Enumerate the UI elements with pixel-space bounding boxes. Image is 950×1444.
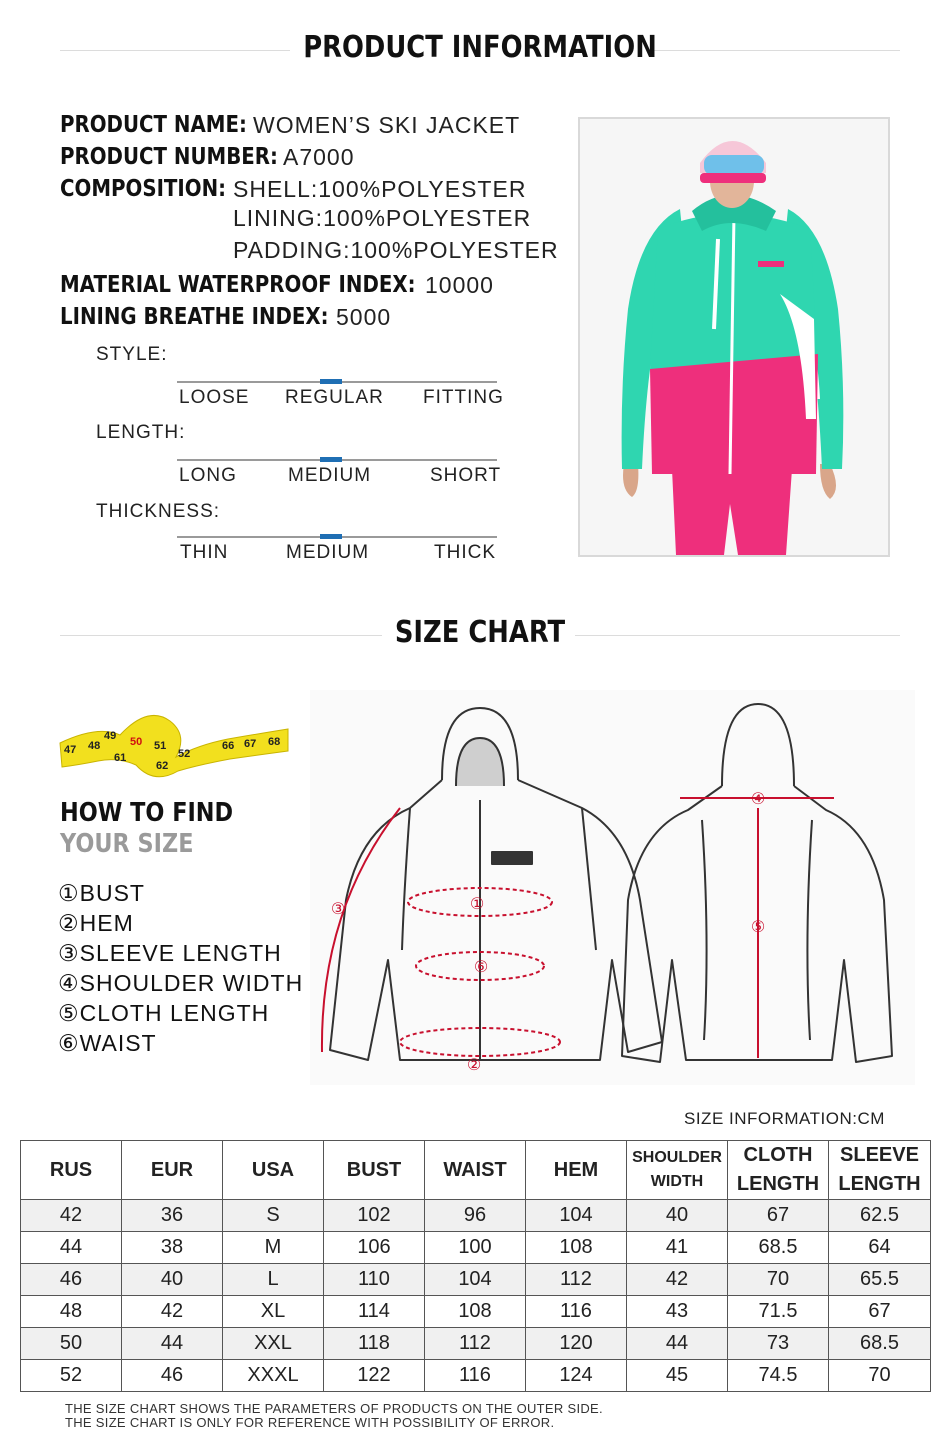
table-cell: 65.5 [829,1264,931,1296]
header-usa: USA [223,1141,324,1200]
table-cell: 40 [627,1200,728,1232]
tape-number: 48 [88,740,101,752]
size-table-body [21,1200,931,1392]
guide-item-sleeve-length: ③SLEEVE LENGTH [58,940,282,966]
table-cell: 116 [526,1296,627,1328]
table-row [21,1200,931,1232]
length-option-short: SHORT [430,465,502,486]
product-information-heading [60,30,900,70]
product-number-label: PRODUCT NUMBER: [60,144,278,170]
thickness-option-thin: THIN [180,542,229,563]
tape-number: 61 [114,752,127,764]
table-cell: S [223,1200,324,1232]
thickness-label: THICKNESS: [96,501,221,522]
guide-item-hem: ②HEM [58,910,134,936]
table-cell: 41 [627,1232,728,1264]
meter-marker [320,534,342,539]
meter-marker [320,457,342,462]
table-cell: 43 [627,1296,728,1328]
table-cell: 52 [21,1360,122,1392]
header-cloth-length: CLOTH LENGTH [728,1141,829,1200]
thickness-option-medium: MEDIUM [286,542,370,563]
waterproof-value: 10000 [425,272,494,298]
table-cell: 71.5 [728,1296,829,1328]
style-option-regular: REGULAR [285,387,384,408]
diagram-marker-shoulder: ④ [750,789,766,808]
header-waist: WAIST [425,1141,526,1200]
section-title: SIZE CHART [394,615,566,650]
meter-marker [320,379,342,384]
header-shoulder-width: SHOULDER WIDTH [627,1141,728,1200]
header-eur: EUR [122,1141,223,1200]
table-cell: 104 [526,1200,627,1232]
tape-number: 52 [178,748,191,760]
table-cell: 42 [627,1264,728,1296]
table-cell: 106 [324,1232,425,1264]
table-cell: 114 [324,1296,425,1328]
length-label: LENGTH: [96,422,186,443]
measuring-tape-icon [58,705,290,785]
composition-lining: LINING:100%POLYESTER [233,205,532,231]
product-number-value: A7000 [283,144,355,170]
table-row [21,1296,931,1328]
header-bust: BUST [324,1141,425,1200]
diagram-marker-hem: ② [466,1055,482,1074]
thickness-option-thick: THICK [434,542,496,563]
breathe-row [60,302,392,332]
table-cell: XXL [223,1328,324,1360]
tape-number: 50 [130,736,143,748]
table-cell: 73 [728,1328,829,1360]
diagram-marker-bust: ① [469,894,485,913]
breathe-label: LINING BREATHE INDEX: [60,304,329,330]
product-name-label: PRODUCT NAME: [60,112,247,138]
table-cell: 46 [122,1360,223,1392]
style-option-loose: LOOSE [179,387,250,408]
size-chart-heading [60,615,900,655]
guide-item-cloth-length: ⑤CLOTH LENGTH [58,1000,270,1026]
waterproof-label: MATERIAL WATERPROOF INDEX: [60,272,416,298]
product-photo [578,117,890,557]
style-meter [177,381,504,408]
product-name-value: WOMEN’S SKI JACKET [253,112,521,138]
table-cell: 67 [728,1200,829,1232]
table-cell: 104 [425,1264,526,1296]
tape-number: 67 [244,738,257,750]
table-cell: XL [223,1296,324,1328]
table-cell: 64 [829,1232,931,1264]
jacket-measurement-diagram [310,690,915,1085]
table-cell: 122 [324,1360,425,1392]
table-cell: 38 [122,1232,223,1264]
table-cell: 116 [425,1360,526,1392]
guide-item-bust: ①BUST [58,880,145,906]
table-row [21,1360,931,1392]
style-label: STYLE: [96,344,168,365]
product-name-row [60,110,521,140]
table-cell: 70 [829,1360,931,1392]
note-outer-side: THE SIZE CHART SHOWS THE PARAMETERS OF PRODUCTS ON THE OUTER SIDE. [65,1401,603,1416]
table-cell: 118 [324,1328,425,1360]
style-option-fitting: FITTING [423,387,504,408]
table-cell: 50 [21,1328,122,1360]
table-cell: 44 [21,1232,122,1264]
table-cell: 102 [324,1200,425,1232]
table-cell: 46 [21,1264,122,1296]
length-option-medium: MEDIUM [288,465,372,486]
table-cell: 124 [526,1360,627,1392]
table-cell: 44 [122,1328,223,1360]
table-cell: 108 [425,1296,526,1328]
tape-number: 62 [156,760,169,772]
guide-item-shoulder-width: ④SHOULDER WIDTH [58,970,304,996]
table-cell: 48 [21,1296,122,1328]
table-cell: 68.5 [829,1328,931,1360]
table-cell: 67 [829,1296,931,1328]
table-cell: 120 [526,1328,627,1360]
diagram-marker-sleeve: ③ [330,899,346,918]
guide-item-waist: ⑥WAIST [58,1030,157,1056]
size-chart-table [20,1140,931,1392]
product-number-row [60,142,355,172]
table-cell: 42 [122,1296,223,1328]
table-cell: XXXL [223,1360,324,1392]
table-cell: 36 [122,1200,223,1232]
composition-padding: PADDING:100%POLYESTER [233,237,559,263]
size-information-unit: SIZE INFORMATION:CM [684,1109,885,1128]
composition-row [60,174,253,204]
table-row [21,1232,931,1264]
tape-number: 47 [64,744,77,756]
table-cell: 112 [425,1328,526,1360]
note-reference: THE SIZE CHART IS ONLY FOR REFERENCE WITH POSSIBILITY OF ERROR. [65,1415,555,1430]
table-cell: 45 [627,1360,728,1392]
length-option-long: LONG [179,465,237,486]
header-sleeve-length: SLEEVE LENGTH [829,1141,931,1200]
header-rus: RUS [21,1141,122,1200]
section-title: PRODUCT INFORMATION [303,30,657,65]
composition-label: COMPOSITION: [60,176,227,202]
table-cell: 42 [21,1200,122,1232]
table-cell: 100 [425,1232,526,1264]
your-size-title: YOUR SIZE [60,829,194,859]
how-to-find-title: HOW TO FIND [60,798,234,828]
composition-shell: SHELL:100%POLYESTER [233,176,527,202]
diagram-marker-cloth-length: ⑤ [750,917,766,936]
table-row [21,1264,931,1296]
table-cell: M [223,1232,324,1264]
table-cell: 40 [122,1264,223,1296]
table-cell: 110 [324,1264,425,1296]
header-hem: HEM [526,1141,627,1200]
table-cell: 74.5 [728,1360,829,1392]
tape-number: 51 [154,740,167,752]
table-cell: 96 [425,1200,526,1232]
thickness-meter [177,536,497,562]
table-header-row [21,1141,931,1200]
table-cell: 44 [627,1328,728,1360]
tape-number: 66 [222,740,235,752]
table-cell: 62.5 [829,1200,931,1232]
length-meter [177,459,502,486]
tape-number: 68 [268,736,281,748]
diagram-marker-waist: ⑥ [473,957,489,976]
table-cell: L [223,1264,324,1296]
ski-jacket-illustration [580,119,888,555]
waterproof-row [60,270,494,300]
table-cell: 108 [526,1232,627,1264]
tape-number: 49 [104,730,117,742]
table-cell: 68.5 [728,1232,829,1264]
breathe-value: 5000 [336,304,392,330]
table-row [21,1328,931,1360]
table-cell: 70 [728,1264,829,1296]
table-cell: 112 [526,1264,627,1296]
